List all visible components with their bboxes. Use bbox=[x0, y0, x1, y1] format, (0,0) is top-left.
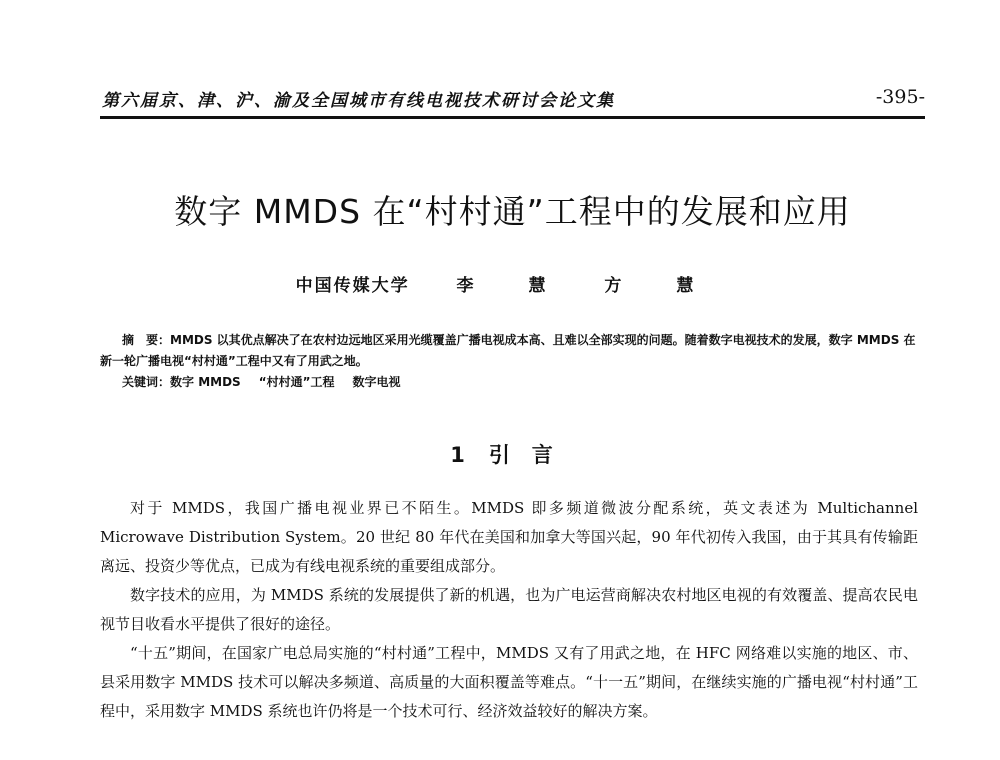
abstract-paragraph bbox=[100, 330, 920, 372]
body-paragraph: 对于 MMDS，我国广播电视业界已不陌生。MMDS 即多频道微波分配系统，英文表述为 Multichannel Microwave Distribution System。20 世纪 80 年代在美国和加拿大等国兴起，90 年代初传入我国，由于其具有传输距离远、投资少等优点，已成为有线电视系统的重要组成部分。 bbox=[100, 499, 918, 575]
body-paragraph: “十五”期间，在国家广电总局实施的“村村通”工程中，MMDS 又有了用武之地，在 HFC 网络难以实施的地区、市、县采用数字 MMDS 技术可以解决多频道、高质量的大面积覆盖等难点。“十一五”期间，在继续实施的广播电视“村村通”工程中，采用数字 MMDS 系统也许仍将是一个技术可行、经济效益较好的解决方案。 bbox=[100, 644, 918, 720]
running-header bbox=[100, 84, 925, 119]
abstract-block bbox=[100, 330, 920, 393]
section-heading bbox=[100, 439, 925, 469]
abstract-label: 摘 要： bbox=[122, 333, 171, 347]
keyword: 数字电视 bbox=[352, 375, 401, 389]
author-name: 方 慧 bbox=[604, 276, 713, 296]
abstract-text: MMDS 以其优点解决了在农村边远地区采用光缆覆盖广播电视成本高、且难以全部实现的问题。随着数字电视技术的发展，数字 MMDS 在新一轮广播电视“村村通”工程中又有了用武之地。 bbox=[100, 333, 916, 368]
body-text bbox=[100, 494, 918, 726]
section-title: 引言 bbox=[488, 443, 575, 467]
keywords-line bbox=[100, 372, 920, 393]
journal-name: 第六届京、津、沪、渝及全国城市有线电视技术研讨会论文集 bbox=[102, 91, 615, 111]
author-line bbox=[100, 271, 925, 296]
keyword: “村村通”工程 bbox=[258, 375, 335, 389]
page-number: -395- bbox=[875, 86, 925, 108]
keyword: 数字 MMDS bbox=[170, 375, 241, 389]
affiliation: 中国传媒大学 bbox=[295, 276, 410, 296]
body-paragraph: 数字技术的应用，为 MMDS 系统的发展提供了新的机遇，也为广电运营商解决农村地区电视的有效覆盖、提高农民电视节目收看水平提供了很好的途径。 bbox=[100, 586, 918, 633]
keywords-label: 关键词： bbox=[122, 375, 171, 389]
section-number: 1 bbox=[450, 443, 465, 467]
author-name: 李 慧 bbox=[456, 276, 565, 296]
article-title: 数字 MMDS 在“村村通”工程中的发展和应用 bbox=[174, 192, 851, 231]
